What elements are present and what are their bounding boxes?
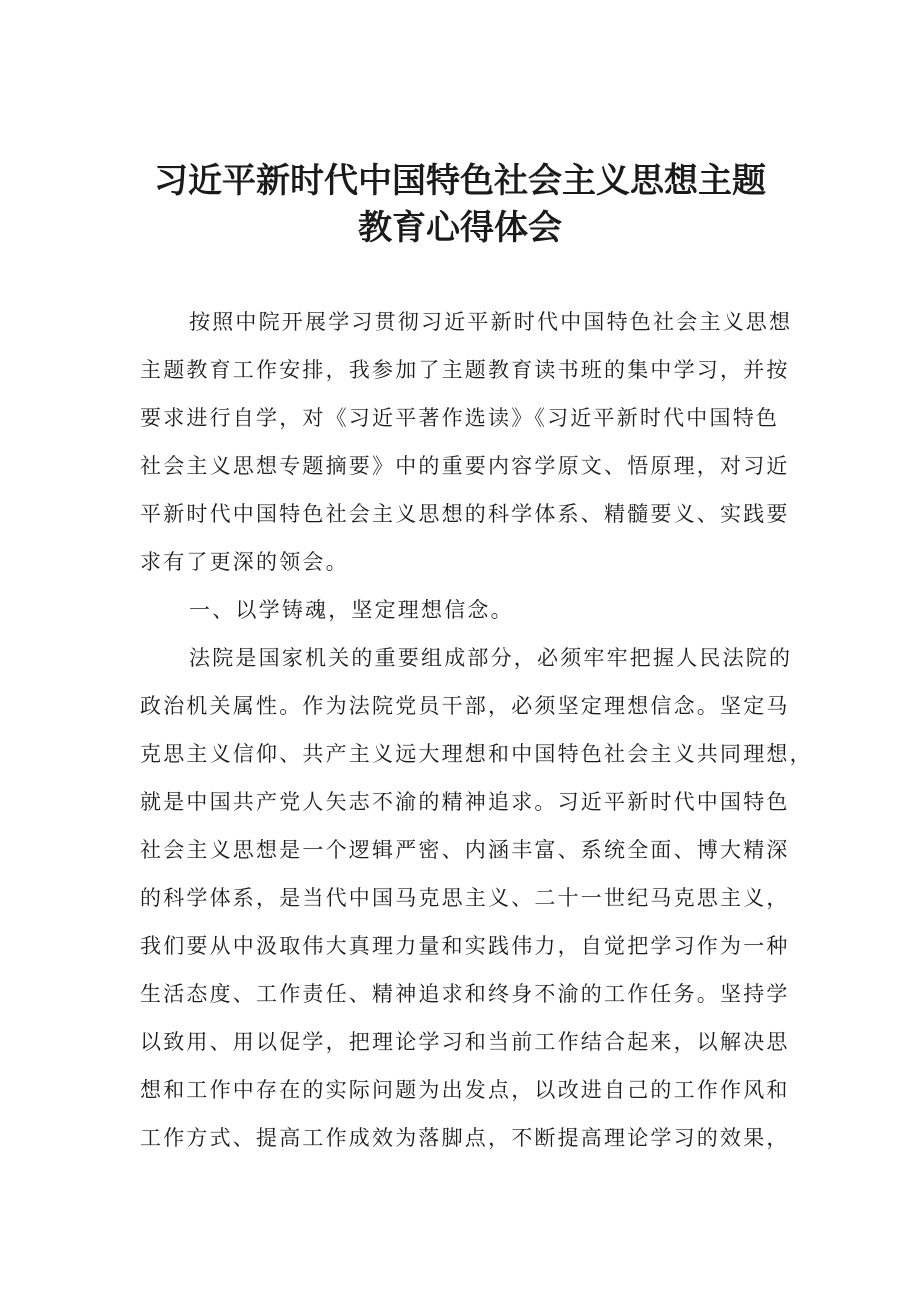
document-title-line-1: 习近平新时代中国特色社会主义思想主题	[154, 161, 766, 201]
body-line: 求有了更深的领会。	[140, 550, 349, 574]
body-line: 想和工作中存在的实际问题为出发点，以改进自己的工作作风和	[140, 1078, 790, 1102]
body-line: 法院是国家机关的重要组成部分，必须牢牢把握人民法院的	[189, 646, 793, 670]
body-line: 社会主义思想专题摘要》中的重要内容学原文、悟原理，对习近	[140, 454, 790, 478]
body-line: 平新时代中国特色社会主义思想的科学体系、精髓要义、实践要	[140, 502, 790, 526]
body-line: 要求进行自学，对《习近平著作选读》《习近平新时代中国特色	[140, 406, 780, 430]
body-line: 主题教育工作安排，我参加了主题教育读书班的集中学习，并按	[140, 358, 790, 382]
body-line: 克思主义信仰、共产主义远大理想和中国特色社会主义共同理想，	[140, 742, 813, 766]
body-line: 工作方式、提高工作成效为落脚点，不断提高理论学习的效果，	[140, 1126, 790, 1150]
body-line: 就是中国共产党人矢志不渝的精神追求。习近平新时代中国特色	[140, 790, 790, 814]
body-line: 以致用、用以促学，把理论学习和当前工作结合起来，以解决思	[140, 1030, 790, 1054]
section-heading: 一、以学铸魂，坚定理想信念。	[189, 598, 514, 622]
body-line: 生活态度、工作责任、精神追求和终身不渝的工作任务。坚持学	[140, 982, 790, 1006]
body-line: 的科学体系，是当代中国马克思主义、二十一世纪马克思主义，	[140, 886, 790, 910]
document-title-line-2: 教育心得体会	[358, 208, 562, 248]
body-line: 按照中院开展学习贯彻习近平新时代中国特色社会主义思想	[189, 310, 793, 334]
body-line: 政治机关属性。作为法院党员干部，必须坚定理想信念。坚定马	[140, 694, 790, 718]
body-line: 社会主义思想是一个逻辑严密、内涵丰富、系统全面、博大精深	[140, 838, 790, 862]
body-line: 我们要从中汲取伟大真理力量和实践伟力，自觉把学习作为一种	[140, 934, 790, 958]
